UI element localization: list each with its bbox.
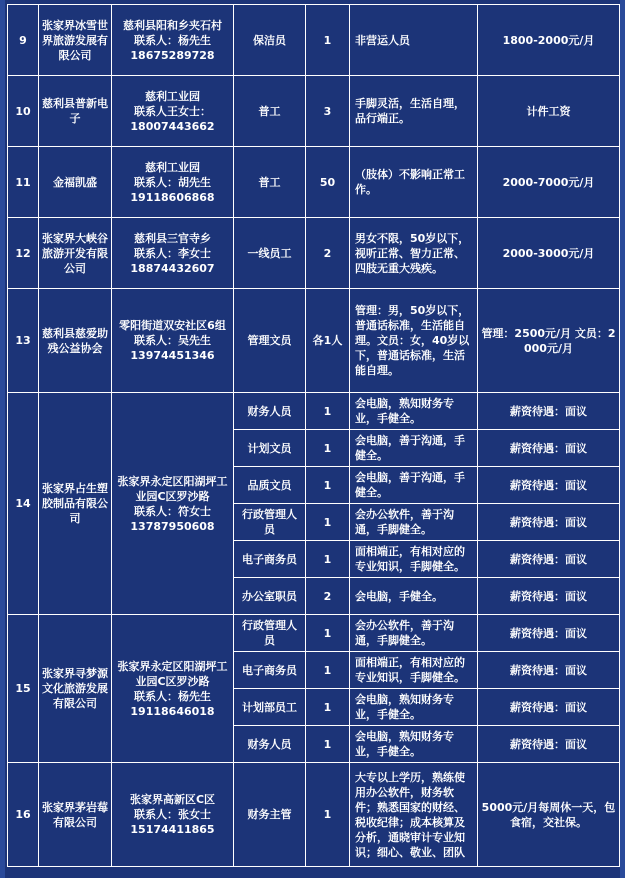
contact-cell (112, 5, 234, 76)
address: 张家界永定区阳湖坪工业园C区罗沙路 (117, 659, 228, 688)
salary: 薪资待遇：面议 (478, 652, 620, 689)
salary: 薪资待遇：面议 (478, 689, 620, 726)
table-row (8, 5, 620, 76)
salary: 2000-3000元/月 (478, 218, 620, 289)
salary: 薪资待遇：面议 (478, 393, 620, 430)
position: 普工 (234, 76, 306, 147)
table-row (8, 147, 620, 218)
address: 慈利县三官寺乡 (134, 231, 211, 245)
company-name: 慈利县慈爱助残公益协会 (39, 289, 112, 393)
contact-cell (112, 393, 234, 615)
contact-person: 联系人：杨先生 (134, 689, 211, 703)
headcount: 1 (306, 504, 350, 541)
contact-cell (112, 218, 234, 289)
requirement: （肢体）不影响正常工作。 (350, 147, 478, 218)
requirement: 会电脑，熟知财务专业，手健全。 (350, 393, 478, 430)
position: 计划文员 (234, 430, 306, 467)
requirement: 会电脑，熟知财务专业，手健全。 (350, 726, 478, 763)
phone: 19118646018 (130, 704, 215, 718)
company-name: 张家界占生塑胶制品有限公司 (39, 393, 112, 615)
contact-person: 联系人：吴先生 (134, 334, 211, 347)
position: 品质文员 (234, 467, 306, 504)
requirement: 会电脑，熟知财务专业，手健全。 (350, 689, 478, 726)
salary: 薪资待遇：面议 (478, 578, 620, 615)
address: 张家界永定区阳湖坪工业园C区罗沙路 (117, 474, 228, 503)
position: 保洁员 (234, 5, 306, 76)
requirement: 大专以上学历，熟练使用办公软件，财务软件；熟悉国家的财经、税收纪律；成本核算及分析，通晓审计专业知识；细心、敬业、团队 (350, 763, 478, 867)
position: 电子商务员 (234, 541, 306, 578)
position: 办公室职员 (234, 578, 306, 615)
table-row (8, 393, 620, 430)
address: 慈利县阳和乡夹石村 (123, 18, 222, 32)
salary: 计件工资 (478, 76, 620, 147)
position: 管理文员 (234, 289, 306, 393)
salary: 5000元/月每周休一天，包食宿，交社保。 (478, 763, 620, 867)
headcount: 1 (306, 541, 350, 578)
position: 行政管理人员 (234, 504, 306, 541)
salary: 薪资待遇：面议 (478, 467, 620, 504)
phone: 19118606868 (130, 190, 215, 204)
row-number: 11 (8, 147, 39, 218)
headcount: 3 (306, 76, 350, 147)
contact-person: 联系人：符女士 (134, 504, 211, 518)
salary: 管理：2500元/月 文员：2000元/月 (478, 289, 620, 393)
table-row (8, 218, 620, 289)
phone: 13974451346 (130, 349, 215, 362)
requirement: 管理：男，50岁以下，普通话标准，生活能自理。文员：女，40岁以下，普通话标准，生活能自理。 (350, 289, 478, 393)
table-row (8, 763, 620, 867)
headcount: 2 (306, 578, 350, 615)
requirement: 会办公软件，善于沟通，手脚健全。 (350, 504, 478, 541)
salary: 薪资待遇：面议 (478, 615, 620, 652)
contact-cell (112, 289, 234, 393)
headcount: 各1人 (306, 289, 350, 393)
address: 零阳街道双安社区6组 (119, 319, 226, 332)
row-number: 13 (8, 289, 39, 393)
requirement: 面相端正，有相对应的专业知识，手脚健全。 (350, 541, 478, 578)
phone: 18874432607 (130, 261, 215, 275)
phone: 15174411865 (130, 823, 215, 836)
headcount: 50 (306, 147, 350, 218)
company-name: 张家界茅岩莓有限公司 (39, 763, 112, 867)
phone: 18675289728 (130, 48, 215, 62)
headcount: 1 (306, 393, 350, 430)
headcount: 1 (306, 615, 350, 652)
contact-cell (112, 615, 234, 763)
salary: 薪资待遇：面议 (478, 726, 620, 763)
salary: 2000-7000元/月 (478, 147, 620, 218)
address: 张家界高新区C区 (129, 793, 216, 806)
requirement: 会办公软件，善于沟通，手脚健全。 (350, 615, 478, 652)
contact-cell (112, 147, 234, 218)
table-row (8, 289, 620, 393)
row-number: 10 (8, 76, 39, 147)
headcount: 1 (306, 652, 350, 689)
headcount: 1 (306, 726, 350, 763)
contact-person: 联系人：杨先生 (134, 33, 211, 47)
headcount: 1 (306, 5, 350, 76)
row-number: 14 (8, 393, 39, 615)
contact-cell (112, 76, 234, 147)
contact-person: 联系人王女士： (134, 104, 211, 118)
requirement: 面相端正，有相对应的专业知识，手脚健全。 (350, 652, 478, 689)
contact-person: 联系人：胡先生 (134, 175, 211, 189)
headcount: 1 (306, 763, 350, 867)
row-number: 16 (8, 763, 39, 867)
salary: 薪资待遇：面议 (478, 504, 620, 541)
salary: 薪资待遇：面议 (478, 430, 620, 467)
headcount: 1 (306, 430, 350, 467)
requirement: 手脚灵活，生活自理，品行端正。 (350, 76, 478, 147)
position: 电子商务员 (234, 652, 306, 689)
contact-cell (112, 763, 234, 867)
phone: 18007443662 (130, 119, 215, 133)
position: 财务人员 (234, 726, 306, 763)
requirement: 会电脑，善于沟通，手健全。 (350, 467, 478, 504)
position: 一线员工 (234, 218, 306, 289)
contact-person: 联系人：李女士 (134, 246, 211, 260)
position: 计划部员工 (234, 689, 306, 726)
position: 财务主管 (234, 763, 306, 867)
requirement: 男女不限，50岁以下，视听正常、智力正常、四肢无重大残疾。 (350, 218, 478, 289)
position: 财务人员 (234, 393, 306, 430)
company-name: 张家界冰雪世界旅游发展有限公司 (39, 5, 112, 76)
row-number: 15 (8, 615, 39, 763)
table-row (8, 76, 620, 147)
job-table (7, 4, 620, 867)
headcount: 1 (306, 467, 350, 504)
salary: 薪资待遇：面议 (478, 541, 620, 578)
company-name: 张家界大峡谷旅游开发有限公司 (39, 218, 112, 289)
address: 慈利工业园 (145, 160, 200, 174)
address: 慈利工业园 (145, 89, 200, 103)
contact-person: 联系人：张女士 (134, 808, 211, 821)
table-row (8, 615, 620, 652)
requirement: 会电脑，手健全。 (350, 578, 478, 615)
headcount: 1 (306, 689, 350, 726)
requirement: 非营运人员 (350, 5, 478, 76)
headcount: 2 (306, 218, 350, 289)
position: 普工 (234, 147, 306, 218)
position: 行政管理人员 (234, 615, 306, 652)
requirement: 会电脑，善于沟通，手健全。 (350, 430, 478, 467)
company-name: 慈利县普新电子 (39, 76, 112, 147)
company-name: 张家界寻梦源文化旅游发展有限公司 (39, 615, 112, 763)
company-name: 金福凯盛 (39, 147, 112, 218)
salary: 1800-2000元/月 (478, 5, 620, 76)
row-number: 12 (8, 218, 39, 289)
phone: 13787950608 (130, 519, 215, 533)
row-number: 9 (8, 5, 39, 76)
